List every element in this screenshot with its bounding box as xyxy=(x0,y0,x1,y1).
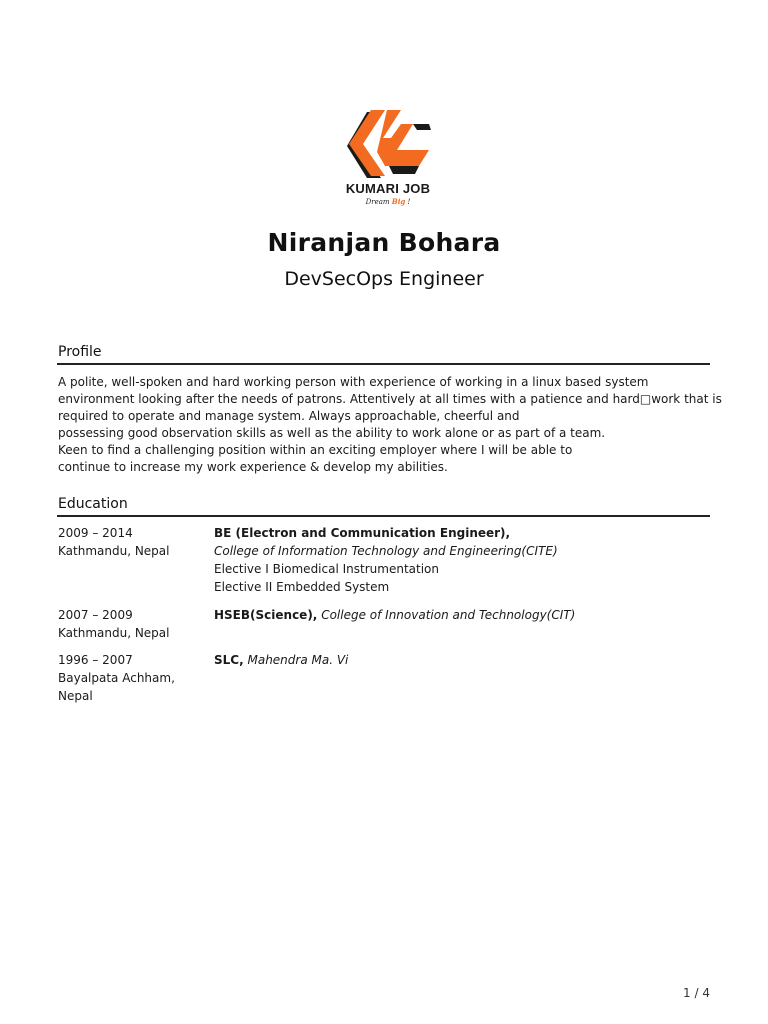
profile-divider xyxy=(57,363,710,365)
education-entry-dates xyxy=(58,606,170,642)
education-institution: College of Information Technology and Engineering(CITE) xyxy=(214,544,558,558)
candidate-role: DevSecOps Engineer xyxy=(284,268,484,290)
education-entry-details xyxy=(214,524,558,596)
education-years: 1996 – 2007 xyxy=(58,653,133,667)
education-degree: SLC, xyxy=(214,653,244,667)
education-place: Bayalpata Achham, xyxy=(58,671,175,685)
education-entry-dates xyxy=(58,524,170,560)
education-place: Kathmandu, Nepal xyxy=(58,544,170,558)
education-place: Nepal xyxy=(58,689,93,703)
profile-text xyxy=(58,374,722,476)
logo-wordmark: KUMARI JOB xyxy=(345,181,431,196)
education-detail: Elective I Biomedical Instrumentation xyxy=(214,562,439,576)
profile-line: A polite, well-spoken and hard working person with experience of working in a linux based system xyxy=(58,375,649,389)
education-institution: Mahendra Ma. Vi xyxy=(247,653,349,667)
kumari-job-logo-mark xyxy=(343,108,433,180)
education-entry-details xyxy=(214,651,348,669)
education-years: 2007 – 2009 xyxy=(58,608,133,622)
profile-line: possessing good observation skills as well as the ability to work alone or as part of a team. xyxy=(58,426,606,440)
education-entry-dates xyxy=(58,651,175,705)
profile-line: required to operate and manage system. Always approachable, cheerful and xyxy=(58,409,520,423)
profile-line: continue to increase my work experience & develop my abilities. xyxy=(58,460,448,474)
education-divider xyxy=(57,515,710,517)
education-institution: College of Innovation and Technology(CIT) xyxy=(321,608,576,622)
page-number: 1 / 4 xyxy=(683,986,710,1000)
education-entry-details xyxy=(214,606,575,624)
education-degree-line xyxy=(214,606,575,624)
education-detail: Elective II Embedded System xyxy=(214,580,390,594)
education-degree: BE (Electron and Communication Engineer), xyxy=(214,526,511,540)
education-place: Kathmandu, Nepal xyxy=(58,626,170,640)
logo-tagline: Dream Big ! xyxy=(365,197,411,206)
education-years: 2009 – 2014 xyxy=(58,526,133,540)
education-heading: Education xyxy=(58,496,128,512)
company-logo xyxy=(326,108,450,222)
education-degree: HSEB(Science), xyxy=(214,608,318,622)
candidate-name: Niranjan Bohara xyxy=(267,228,501,257)
profile-heading: Profile xyxy=(58,344,102,360)
education-degree-line xyxy=(214,651,348,669)
profile-line: Keen to find a challenging position within an exciting employer where I will be able to xyxy=(58,443,573,457)
profile-line: environment looking after the needs of patrons. Attentively at all times with a patience and hard□work that is xyxy=(58,392,722,406)
